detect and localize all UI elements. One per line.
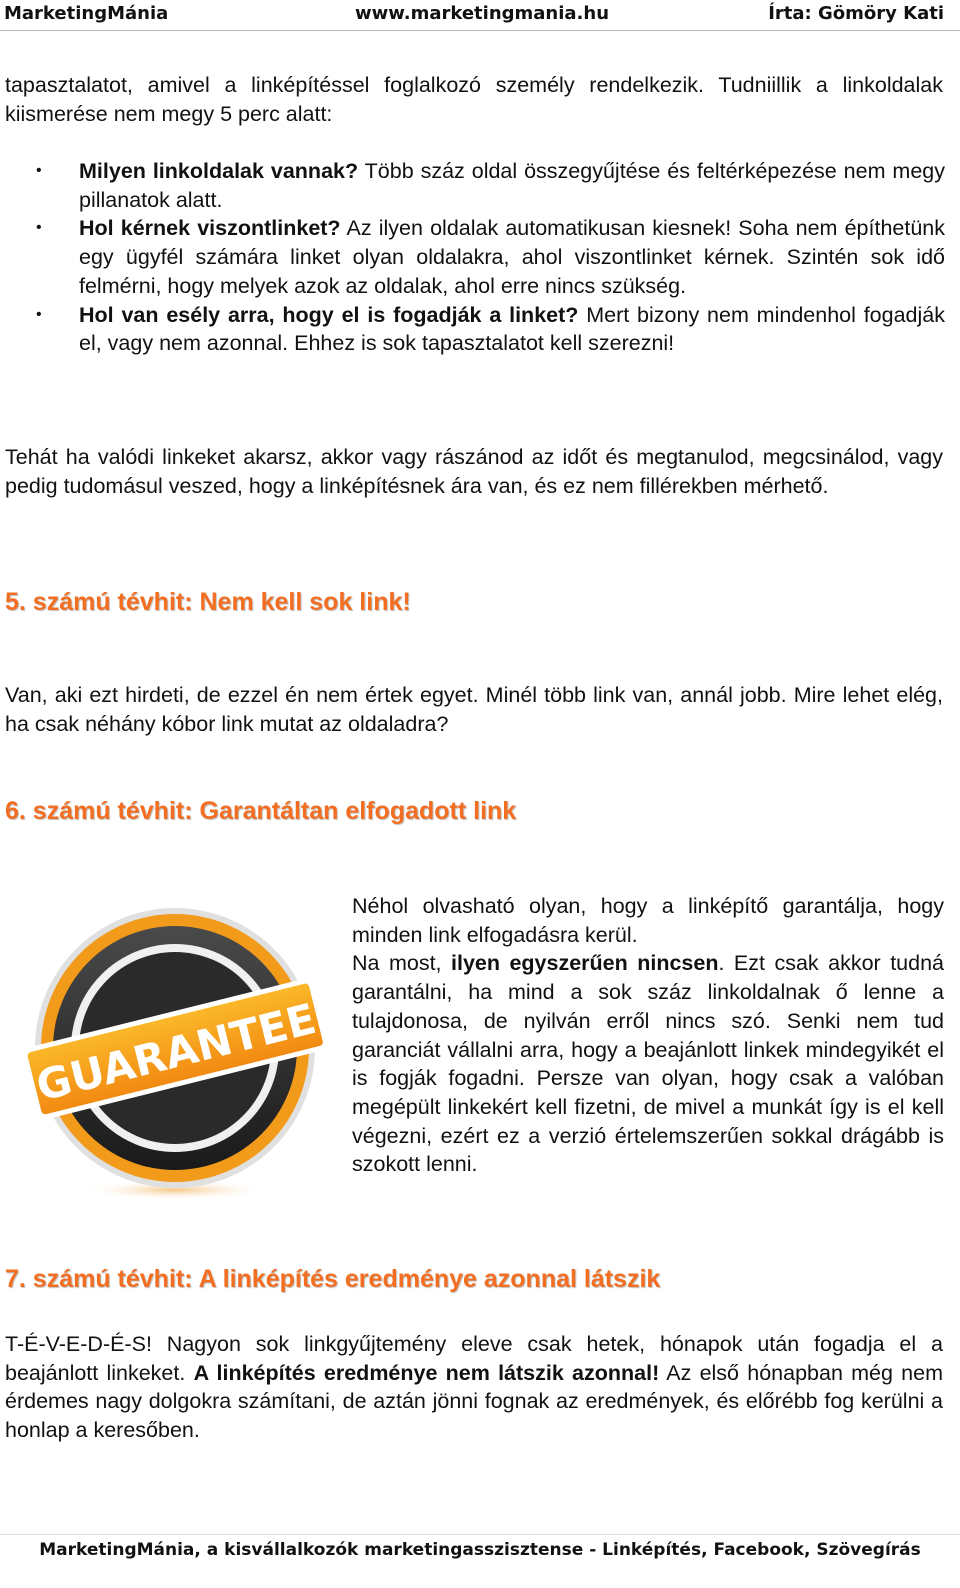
list-item bbox=[0, 214, 945, 300]
header-divider bbox=[0, 30, 960, 31]
myth-6-bold: ilyen egyszerűen nincsen bbox=[451, 951, 719, 976]
myth-7-rest: Az első hónapban még nem érdemes nagy dolgokra számítani, de aztán jönni fognak az eredmények, és előrébb fog kerülni a honlap a keresőben. bbox=[5, 1360, 943, 1443]
bullet-bold: Milyen linkoldalak vannak? bbox=[79, 159, 359, 183]
myth-6-rest: . Ezt csak akkor tudná garantálni, ha mind a sok száz linkoldalnak ő lenne a tulajdonosa, de nyilván erről nincs szó. Senki nem tud garanciát vállalni arra, hogy a beajánlott linkek mindegyikét el is fogják fogadni. Persze van olyan, hogy csak a valóban megépült linkekért kell fizetni, de mivel a munkát így is el kell végezni, ezért ez a verzió értelemszerűen sokkal drágább is szokott lenni. bbox=[352, 951, 944, 1177]
myth-6-body bbox=[352, 949, 944, 1179]
bullet-bold: Hol kérnek viszontlinket? bbox=[79, 216, 341, 241]
heading-myth-6: 6. számú tévhit: Garantáltan elfogadott link bbox=[5, 797, 517, 825]
myth-6-intro: Néhol olvasható olyan, hogy a linképítő garantálja, hogy minden link elfogadásra kerül. bbox=[352, 894, 944, 947]
list-item bbox=[0, 301, 945, 358]
bullet-text: Mert bizony nem mindenhol fogadják el, vagy nem azonnal. Ehhez is sok tapasztalatot kell szerezni! bbox=[79, 302, 945, 356]
bullet-list bbox=[0, 157, 945, 358]
heading-myth-5: 5. számú tévhit: Nem kell sok link! bbox=[5, 588, 411, 616]
list-item bbox=[0, 157, 945, 214]
footer-divider bbox=[0, 1534, 960, 1535]
myth-5-paragraph: Van, aki ezt hirdeti, de ezzel én nem értek egyet. Minél több link van, annál jobb. Mire lehet elég, ha csak néhány kóbor link mutat az oldaladra? bbox=[5, 683, 943, 736]
guarantee-badge-text: GUARANTEE bbox=[31, 994, 321, 1111]
guarantee-badge-image bbox=[20, 890, 330, 1210]
conclusion-paragraph: Tehát ha valódi linkeket akarsz, akkor vagy rászánod az időt és megtanulod, megcsinálod, vagy pedig tudomásul veszed, hogy a linképítésnek ára van, és ez nem fillérekben mérhető. bbox=[5, 445, 943, 498]
header-url: www.marketingmania.hu bbox=[355, 3, 610, 24]
myth-7-prefix: T-É-V-E-D-É-S! Nagyon sok linkgyűjtemény eleve csak hetek, hónapok után fogadja el a beajánlott linkeket. bbox=[5, 1332, 943, 1385]
myth-7-paragraph bbox=[5, 1330, 943, 1445]
myth-6-paragraph bbox=[352, 892, 944, 1179]
bullet-text: Az ilyen oldalak automatikusan kiesnek! Soha nem építhetünk egy ügyfél számára linket olyan oldalakra, ahol viszontlinket kérnek. Szintén sok idő felmérni, hogy melyek azok az oldalak, ahol erre nincs szükség. bbox=[79, 216, 946, 298]
bullet-bold: Hol van esély arra, hogy el is fogadják a linket? bbox=[79, 302, 579, 327]
page-header bbox=[0, 0, 960, 28]
bullet-text: Több száz oldal összegyűjtése és feltérképezése nem megy pillanatok alatt. bbox=[79, 159, 945, 212]
myth-6-prefix: Na most, bbox=[352, 951, 451, 976]
page-footer: MarketingMánia, a kisvállalkozók marketingasszisztense - Linképítés, Facebook, Szövegírás bbox=[39, 1540, 921, 1560]
intro-paragraph: tapasztalatot, amivel a linképítéssel foglalkozó személy rendelkezik. Tudniillik a linkoldalak kiismerése nem megy 5 perc alatt: bbox=[5, 73, 943, 126]
header-brand: MarketingMánia bbox=[4, 3, 169, 24]
myth-7-bold: A linképítés eredménye nem látszik azonnal! bbox=[193, 1360, 660, 1385]
header-author: Írta: Gömöry Kati bbox=[768, 3, 944, 24]
heading-myth-7: 7. számú tévhit: A linképítés eredménye azonnal látszik bbox=[5, 1265, 661, 1293]
